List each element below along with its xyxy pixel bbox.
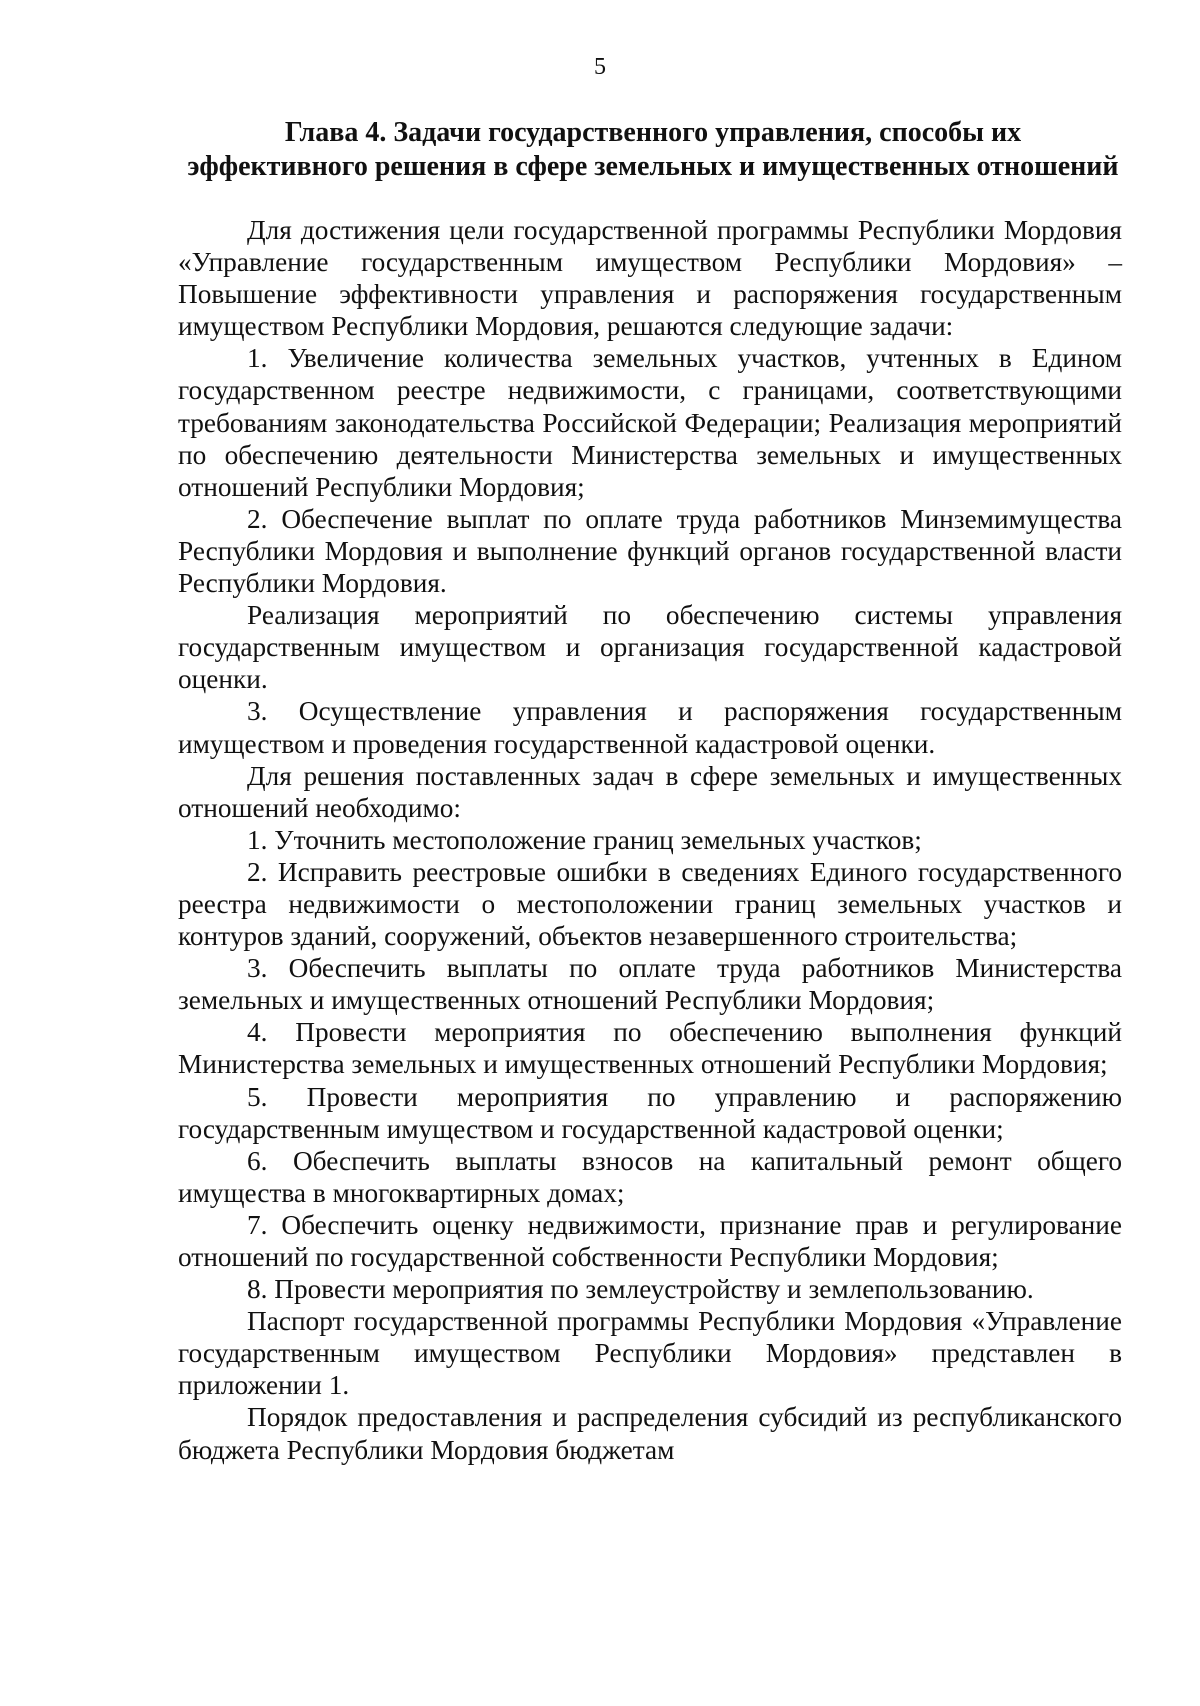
page-number: 5 [594, 54, 606, 80]
paragraph-measure-5: 5. Провести мероприятия по управлению и распоряжению государственным имуществом и государственной кадастровой оценки; [178, 1081, 1122, 1144]
paragraph-subsidies: Порядок предоставления и распределения субсидий из республиканского бюджета Республики Мордовия бюджетам [178, 1402, 1122, 1465]
paragraph-measure-8: 8. Провести мероприятия по землеустройству и землепользованию. [247, 1274, 1034, 1305]
paragraph-measure-1: 1. Уточнить местоположение границ земельных участков; [247, 824, 922, 855]
paragraph-intro: Для достижения цели государственной программы Республики Мордовия «Управление государственным имуществом Республики Мордовия» – Повышение эффективности управления и распоряжения государственным имуществом Республики Мордовия, решаются следующие задачи: [178, 215, 1122, 342]
paragraph-task-1: 1. Увеличение количества земельных участков, учтенных в Едином государственном реестре недвижимости, с границами, соответствующими требованиям законодательства Российской Федерации; Реализация мероприятий по обеспечению деятельности Министерства земельных и имущественных отношений Республики Мордовия; [178, 343, 1122, 502]
paragraph-measure-3: 3. Обеспечить выплаты по оплате труда работников Министерства земельных и имущественных отношений Республики Мордовия; [178, 953, 1122, 1016]
paragraph-necessary: Для решения поставленных задач в сфере земельных и имущественных отношений необходимо: [178, 760, 1122, 823]
chapter-heading [178, 116, 1128, 184]
chapter-heading-line-2: эффективного решения в сфере земельных и имущественных отношений [187, 151, 1119, 182]
paragraph-realization: Реализация мероприятий по обеспечению системы управления государственным имуществом и организация государственной кадастровой оценки. [178, 600, 1122, 695]
paragraph-task-3: 3. Осуществление управления и распоряжения государственным имуществом и проведения государственной кадастровой оценки. [178, 696, 1122, 759]
paragraph-passport: Паспорт государственной программы Республики Мордовия «Управление государственным имуществом Республики Мордовия» представлен в приложении 1. [178, 1306, 1122, 1401]
chapter-heading-line-1: Глава 4. Задачи государственного управления, способы их [284, 117, 1022, 148]
paragraph-task-2: 2. Обеспечение выплат по оплате труда работников Минземимущества Республики Мордовия и выполнение функций органов государственной власти Республики Мордовия. [178, 503, 1122, 599]
paragraph-measure-7: 7. Обеспечить оценку недвижимости, признание прав и регулирование отношений по государственной собственности Республики Мордовия; [178, 1209, 1122, 1272]
paragraph-measure-4: 4. Провести мероприятия по обеспечению выполнения функций Министерства земельных и имущественных отношений Республики Мордовия; [178, 1017, 1122, 1080]
paragraph-measure-6: 6. Обеспечить выплаты взносов на капитальный ремонт общего имущества в многоквартирных домах; [178, 1145, 1122, 1208]
chapter-body [178, 214, 1122, 1466]
paragraph-measure-2: 2. Исправить реестровые ошибки в сведениях Единого государственного реестра недвижимости о местоположении границ земельных участков и контуров зданий, сооружений, объектов незавершенного строительства; [178, 856, 1122, 952]
